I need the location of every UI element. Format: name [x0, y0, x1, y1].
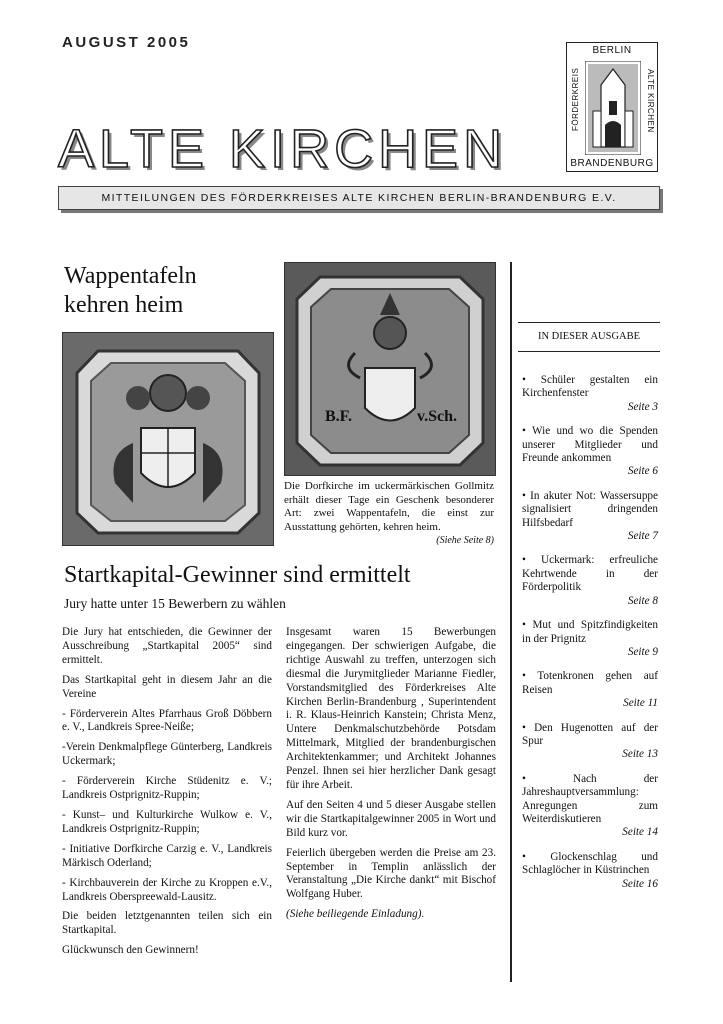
list-item: - Förderverein Altes Pfarrhaus Groß Döbbern e. V., Landkreis Spree-Neiße; — [62, 707, 272, 734]
toc-item[interactable]: • Uckermark: erfreuliche Kehrtwende in der Förderpolitik Seite 8 — [522, 554, 659, 607]
toc-item[interactable]: • Schüler gestalten ein Kirchenfenster Seite 3 — [522, 374, 659, 413]
toc-item-text: Den Hugenotten auf der Spur — [522, 721, 659, 747]
list-item: - Förderverein Kirche Stüdenitz e. V.; Landkreis Ostprignitz-Ruppin; — [62, 775, 272, 802]
sidebar-divider — [510, 262, 512, 982]
paragraph: Auf den Seiten 4 und 5 dieser Ausgabe stellen wir die Startkapitalgewinner 2005 in Wort und Bild kurz vor. — [286, 798, 496, 839]
toc-item-text: Wie und wo die Spenden unserer Mitglieder und Freunde ankommen — [522, 425, 659, 465]
paragraph-note: (Siehe beiliegende Einladung). — [286, 908, 425, 921]
masthead-subtitle: MITTEILUNGEN DES FÖRDERKREISES ALTE KIRCHEN BERLIN-BRANDENBURG E.V. — [58, 186, 660, 210]
photo-caption-text: Die Dorfkirche im uckermärkischen Gollmitz erhält dieser Tage ein Geschenk besonderer Art: zwei Wappentafeln, die einst zur Ausstattung gehörten, kehren heim. — [284, 480, 494, 533]
article1-title-line1: Wappentafeln — [64, 263, 197, 289]
list-item: -Verein Denkmalpflege Günterberg, Landkreis Uckermark; — [62, 741, 272, 768]
toc-item[interactable]: • In akuter Not: Wassersuppe signalisiert dringenden Hilfsbedarf Seite 7 — [522, 489, 658, 543]
list-item: - Initiative Dorfkirche Carzig e. V., Landkreis Märkisch Oderland; — [62, 842, 272, 869]
logo-bottom-text: BRANDENBURG — [570, 158, 654, 169]
toc-item-text: Glockenschlag und Schlaglöcher in Küstrinchen — [522, 850, 658, 877]
toc-item-text: Mut und Spitzfindigkeiten in der Prignitz — [522, 619, 658, 645]
article2-right-column — [286, 626, 496, 928]
toc-item-text: In akuter Not: Wassersuppe signalisiert dringenden Hilfsbedarf — [522, 489, 658, 529]
toc-item[interactable]: • Mut und Spitzfindigkeiten in der Prignitz Seite 9 — [522, 619, 658, 658]
toc-item-page: Seite 11 — [623, 697, 658, 710]
toc-item[interactable]: • Wie und wo die Spenden unserer Mitglieder und Freunde ankommen Seite 6 — [522, 425, 659, 478]
photo-coat-of-arms-2 — [284, 262, 496, 476]
paragraph: Feierlich übergeben werden die Preise am 23. September in Templin anlässlich der Veranstaltung „Die Kirche dankt“ mit Bischof Wolfgang Huber. — [286, 846, 496, 901]
toc-item-page: Seite 16 — [622, 877, 658, 890]
toc-item[interactable]: • Den Hugenotten auf der Spur Seite 13 — [522, 721, 659, 761]
toc-item-text: Uckermark: erfreuliche Kehrtwende in der Förderpolitik — [522, 554, 659, 594]
coat-of-arms-1-image — [63, 333, 273, 545]
logo — [566, 42, 658, 172]
paragraph: Insgesamt waren 15 Bewerbungen eingegangen. Der schwierigen Aufgabe, die richtige Auswahl zu treffen, unterzogen sich diesmal die Jurymitglieder Marianne Fiedler, Vorstandsmitglied des Förderkreises Alte Kirchen Berlin-Brandenburg , Superintendent i. R. Klaus-Heinrich Kanstein; Christa Menz, Untere Denkmalschutzbehörde Potsdam Mittelmark, Mitglied der brandenburgischen Architektenkammer; und Architekt Johannes Penzel. Ihnen sei hier herzlicher Dank gesagt für ihre Arbeit. — [286, 626, 496, 791]
article2-subtitle: Jury hatte unter 15 Bewerbern zu wählen — [64, 596, 286, 611]
paragraph: Glückwunsch den Gewinnern! — [62, 944, 199, 957]
table-of-contents — [522, 374, 658, 902]
paragraph: Die Jury hat entschieden, die Gewinner der Ausschreibung „Startkapital 2005“ sind ermittelt. — [62, 626, 272, 666]
arms-initials-left: B.F. — [325, 408, 352, 425]
article1-title-line2: kehren heim — [64, 292, 184, 318]
photo-caption-reference: (Siehe Seite 8) — [436, 535, 494, 546]
toc-item-text: Totenkronen gehen auf Reisen — [522, 670, 658, 696]
toc-item-page: Seite 13 — [622, 748, 658, 761]
sidebar-heading: IN DIESER AUSGABE — [518, 322, 660, 352]
article2-left-column — [62, 626, 272, 964]
masthead-title: ALTE KIRCHEN — [58, 119, 508, 179]
article2-title: Startkapital-Gewinner sind ermittelt — [64, 562, 411, 588]
toc-item-text: Nach der Jahreshauptversammlung: Anregungen zum Weiterdiskutieren — [522, 772, 658, 825]
paragraph: Das Startkapital geht in diesem Jahr an die Vereine — [62, 673, 272, 700]
coat-of-arms-2-image — [285, 263, 495, 475]
toc-item-page: Seite 9 — [627, 645, 658, 658]
church-logo-icon — [585, 61, 641, 155]
paragraph: Die beiden letztgenannten teilen sich ein Startkapital. — [62, 910, 272, 937]
logo-top-text: BERLIN — [592, 45, 632, 56]
toc-item-page: Seite 3 — [627, 400, 658, 413]
logo-right-text: ALTE KIRCHEN — [646, 69, 655, 133]
toc-item-page: Seite 7 — [627, 530, 658, 543]
arms-initials-right: v.Sch. — [417, 408, 458, 425]
logo-left-text: FÖRDERKREIS — [571, 67, 580, 131]
toc-item-page: Seite 14 — [622, 826, 658, 839]
list-item: - Kirchbauverein der Kirche zu Kroppen e.V., Landkreis Oberspreewald-Lausitz. — [62, 876, 272, 903]
list-item: - Kunst– und Kulturkirche Wulkow e. V., Landkreis Ostprignitz-Ruppin; — [62, 808, 272, 835]
issue-date: AUGUST 2005 — [62, 34, 191, 51]
toc-item-page: Seite 6 — [627, 465, 658, 478]
toc-item-text: Schüler gestalten ein Kirchenfenster — [522, 374, 659, 400]
toc-item[interactable]: • Nach der Jahreshauptversammlung: Anregungen zum Weiterdiskutieren Seite 14 — [522, 772, 658, 839]
toc-item[interactable]: • Totenkronen gehen auf Reisen Seite 11 — [522, 670, 658, 710]
article1-title — [64, 262, 197, 320]
photo-coat-of-arms-1 — [62, 332, 274, 546]
toc-item[interactable]: • Glockenschlag und Schlaglöcher in Küstrinchen Seite 16 — [522, 850, 658, 890]
toc-item-page: Seite 8 — [627, 594, 658, 607]
photo-caption — [284, 480, 494, 548]
